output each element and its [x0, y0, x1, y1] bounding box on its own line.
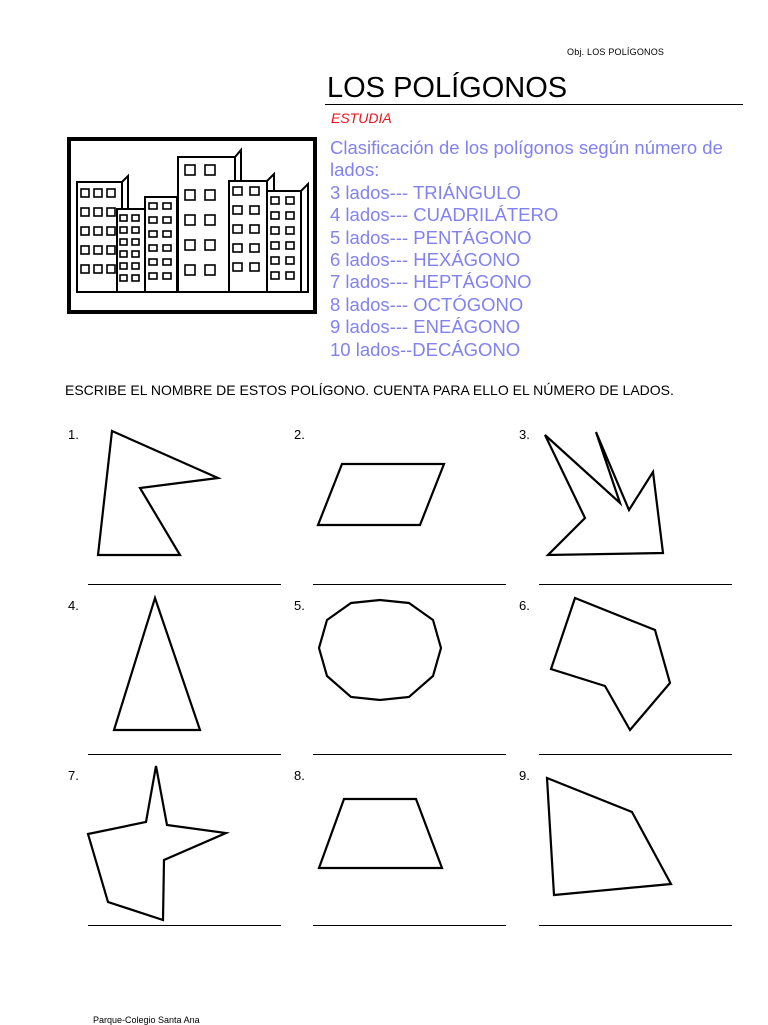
- exercise-number-3: 3.: [519, 427, 530, 442]
- answer-line-5[interactable]: [313, 754, 506, 755]
- polygon-shape-2: [318, 464, 444, 525]
- footer-school-name: Parque-Colegio Santa Ana: [93, 1015, 200, 1025]
- exercise-number-4: 4.: [68, 598, 79, 613]
- exercise-number-6: 6.: [519, 598, 530, 613]
- exercise-number-2: 2.: [294, 427, 305, 442]
- classification-line: 10 lados--DECÁGONO: [330, 338, 521, 360]
- answer-line-3[interactable]: [539, 584, 732, 585]
- polygon-shape-6: [551, 598, 670, 730]
- section-subtitle: ESTUDIA: [331, 110, 392, 126]
- classification-line: 7 lados--- HEPTÁGONO: [330, 271, 532, 293]
- answer-line-1[interactable]: [88, 584, 281, 585]
- polygon-shape-9: [547, 778, 671, 895]
- classification-line: 6 lados--- HEXÁGONO: [330, 249, 521, 271]
- exercise-number-5: 5.: [294, 598, 305, 613]
- classification-line: 9 lados--- ENEÁGONO: [330, 316, 521, 338]
- classification-line: 4 lados--- CUADRILÁTERO: [330, 204, 559, 226]
- answer-line-4[interactable]: [88, 754, 281, 755]
- answer-line-6[interactable]: [539, 754, 732, 755]
- answer-line-8[interactable]: [313, 925, 506, 926]
- classification-line: 8 lados--- OCTÓGONO: [330, 293, 524, 315]
- polygon-shape-4: [114, 598, 200, 730]
- classification-intro: Clasificación de los polígonos según número de lados:: [330, 137, 723, 181]
- answer-line-9[interactable]: [539, 925, 732, 926]
- exercise-number-1: 1.: [68, 427, 79, 442]
- exercise-number-9: 9.: [519, 768, 530, 783]
- answer-line-2[interactable]: [313, 584, 506, 585]
- polygon-shape-3: [545, 432, 663, 555]
- classification-line: 5 lados--- PENTÁGONO: [330, 226, 532, 248]
- page-title: LOS POLÍGONOS: [327, 72, 568, 104]
- polygon-shape-1: [98, 431, 218, 555]
- classification-line: 3 lados--- TRIÁNGULO: [330, 181, 521, 203]
- exercise-number-7: 7.: [68, 768, 79, 783]
- objective-label: Obj. LOS POLÍGONOS: [567, 47, 665, 57]
- answer-line-7[interactable]: [88, 925, 281, 926]
- polygon-shape-7: [88, 766, 226, 920]
- exercise-number-8: 8.: [294, 768, 305, 783]
- polygon-shape-8: [319, 799, 442, 868]
- polygon-shape-5: [319, 600, 441, 700]
- exercise-instructions: ESCRIBE EL NOMBRE DE ESTOS POLÍGONO. CUENTA PARA ELLO EL NÚMERO DE LADOS.: [65, 382, 674, 398]
